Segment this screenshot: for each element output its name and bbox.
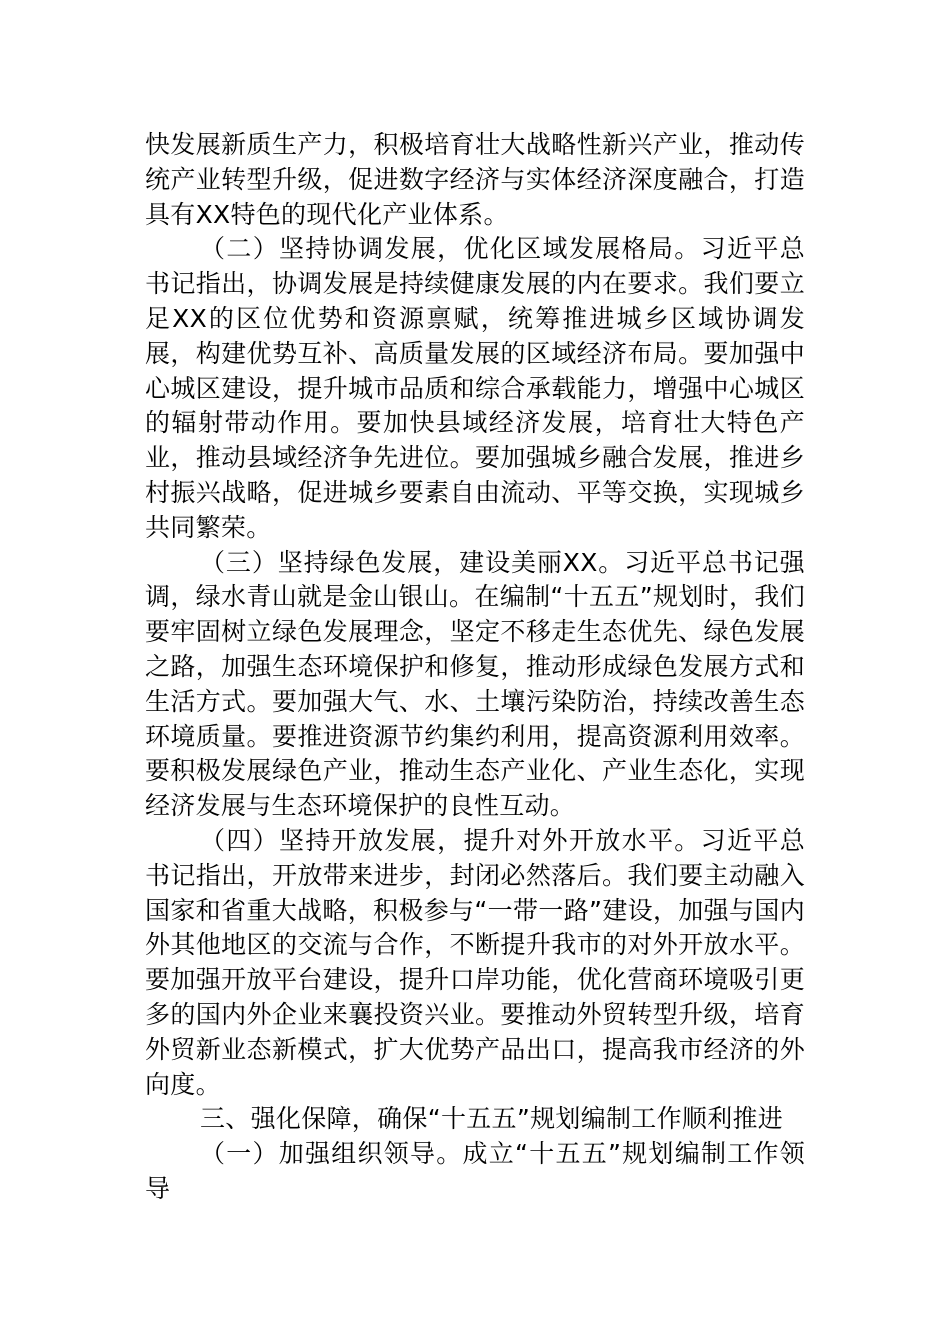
paragraph-coordinated-development: （二）坚持协调发展，优化区域发展格局。习近平总书记指出，协调发展是持续健康发展的内在要求。我们要立足XX的区位优势和资源禀赋，统筹推进城乡区域协调发展，构建优势互补、高质量发展的区域经济布局。要加强中心城区建设，提升城市品质和综合承载能力，增强中心城区的辐射带动作用。要加快县域经济发展，培育壮大特色产业，推动县域经济争先进位。要加强城乡融合发展，推进乡村振兴战略，促进城乡要素自由流动、平等交换，实现城乡共同繁荣。	[145, 234, 805, 542]
paragraph-open-development: （四）坚持开放发展，提升对外开放水平。习近平总书记指出，开放带来进步，封闭必然落后。我们要主动融入国家和省重大战略，积极参与“一带一路”建设，加强与国内外其他地区的交流与合作，不断提升我市的对外开放水平。要加强开放平台建设，提升口岸功能，优化营商环境吸引更多的国内外企业来襄投资兴业。要推动外贸转型升级，培育外贸新业态新模式，扩大优势产品出口，提高我市经济的外向度。	[145, 825, 805, 1099]
section-heading-guarantees: 三、强化保障，确保“十五五”规划编制工作顺利推进	[200, 1104, 784, 1134]
document-body	[145, 128, 805, 1207]
paragraph-organizational-leadership: （一）加强组织领导。成立“十五五”规划编制工作领导	[145, 1139, 805, 1203]
paragraph-green-development: （三）坚持绿色发展，建设美丽XX。习近平总书记强调，绿水青山就是金山银山。在编制“十五五”规划时，我们要牢固树立绿色发展理念，坚定不移走生态优先、绿色发展之路，加强生态环境保护和修复，推动形成绿色发展方式和生活方式。要加强大气、水、土壤污染防治，持续改善生态环境质量。要推进资源节约集约利用，提高资源利用效率。要积极发展绿色产业，推动生态产业化、产业生态化，实现经济发展与生态环境保护的良性互动。	[145, 547, 805, 821]
paragraph-continuation: 快发展新质生产力，积极培育壮大战略性新兴产业，推动传统产业转型升级，促进数字经济与实体经济深度融合，打造具有XX特色的现代化产业体系。	[145, 130, 805, 229]
